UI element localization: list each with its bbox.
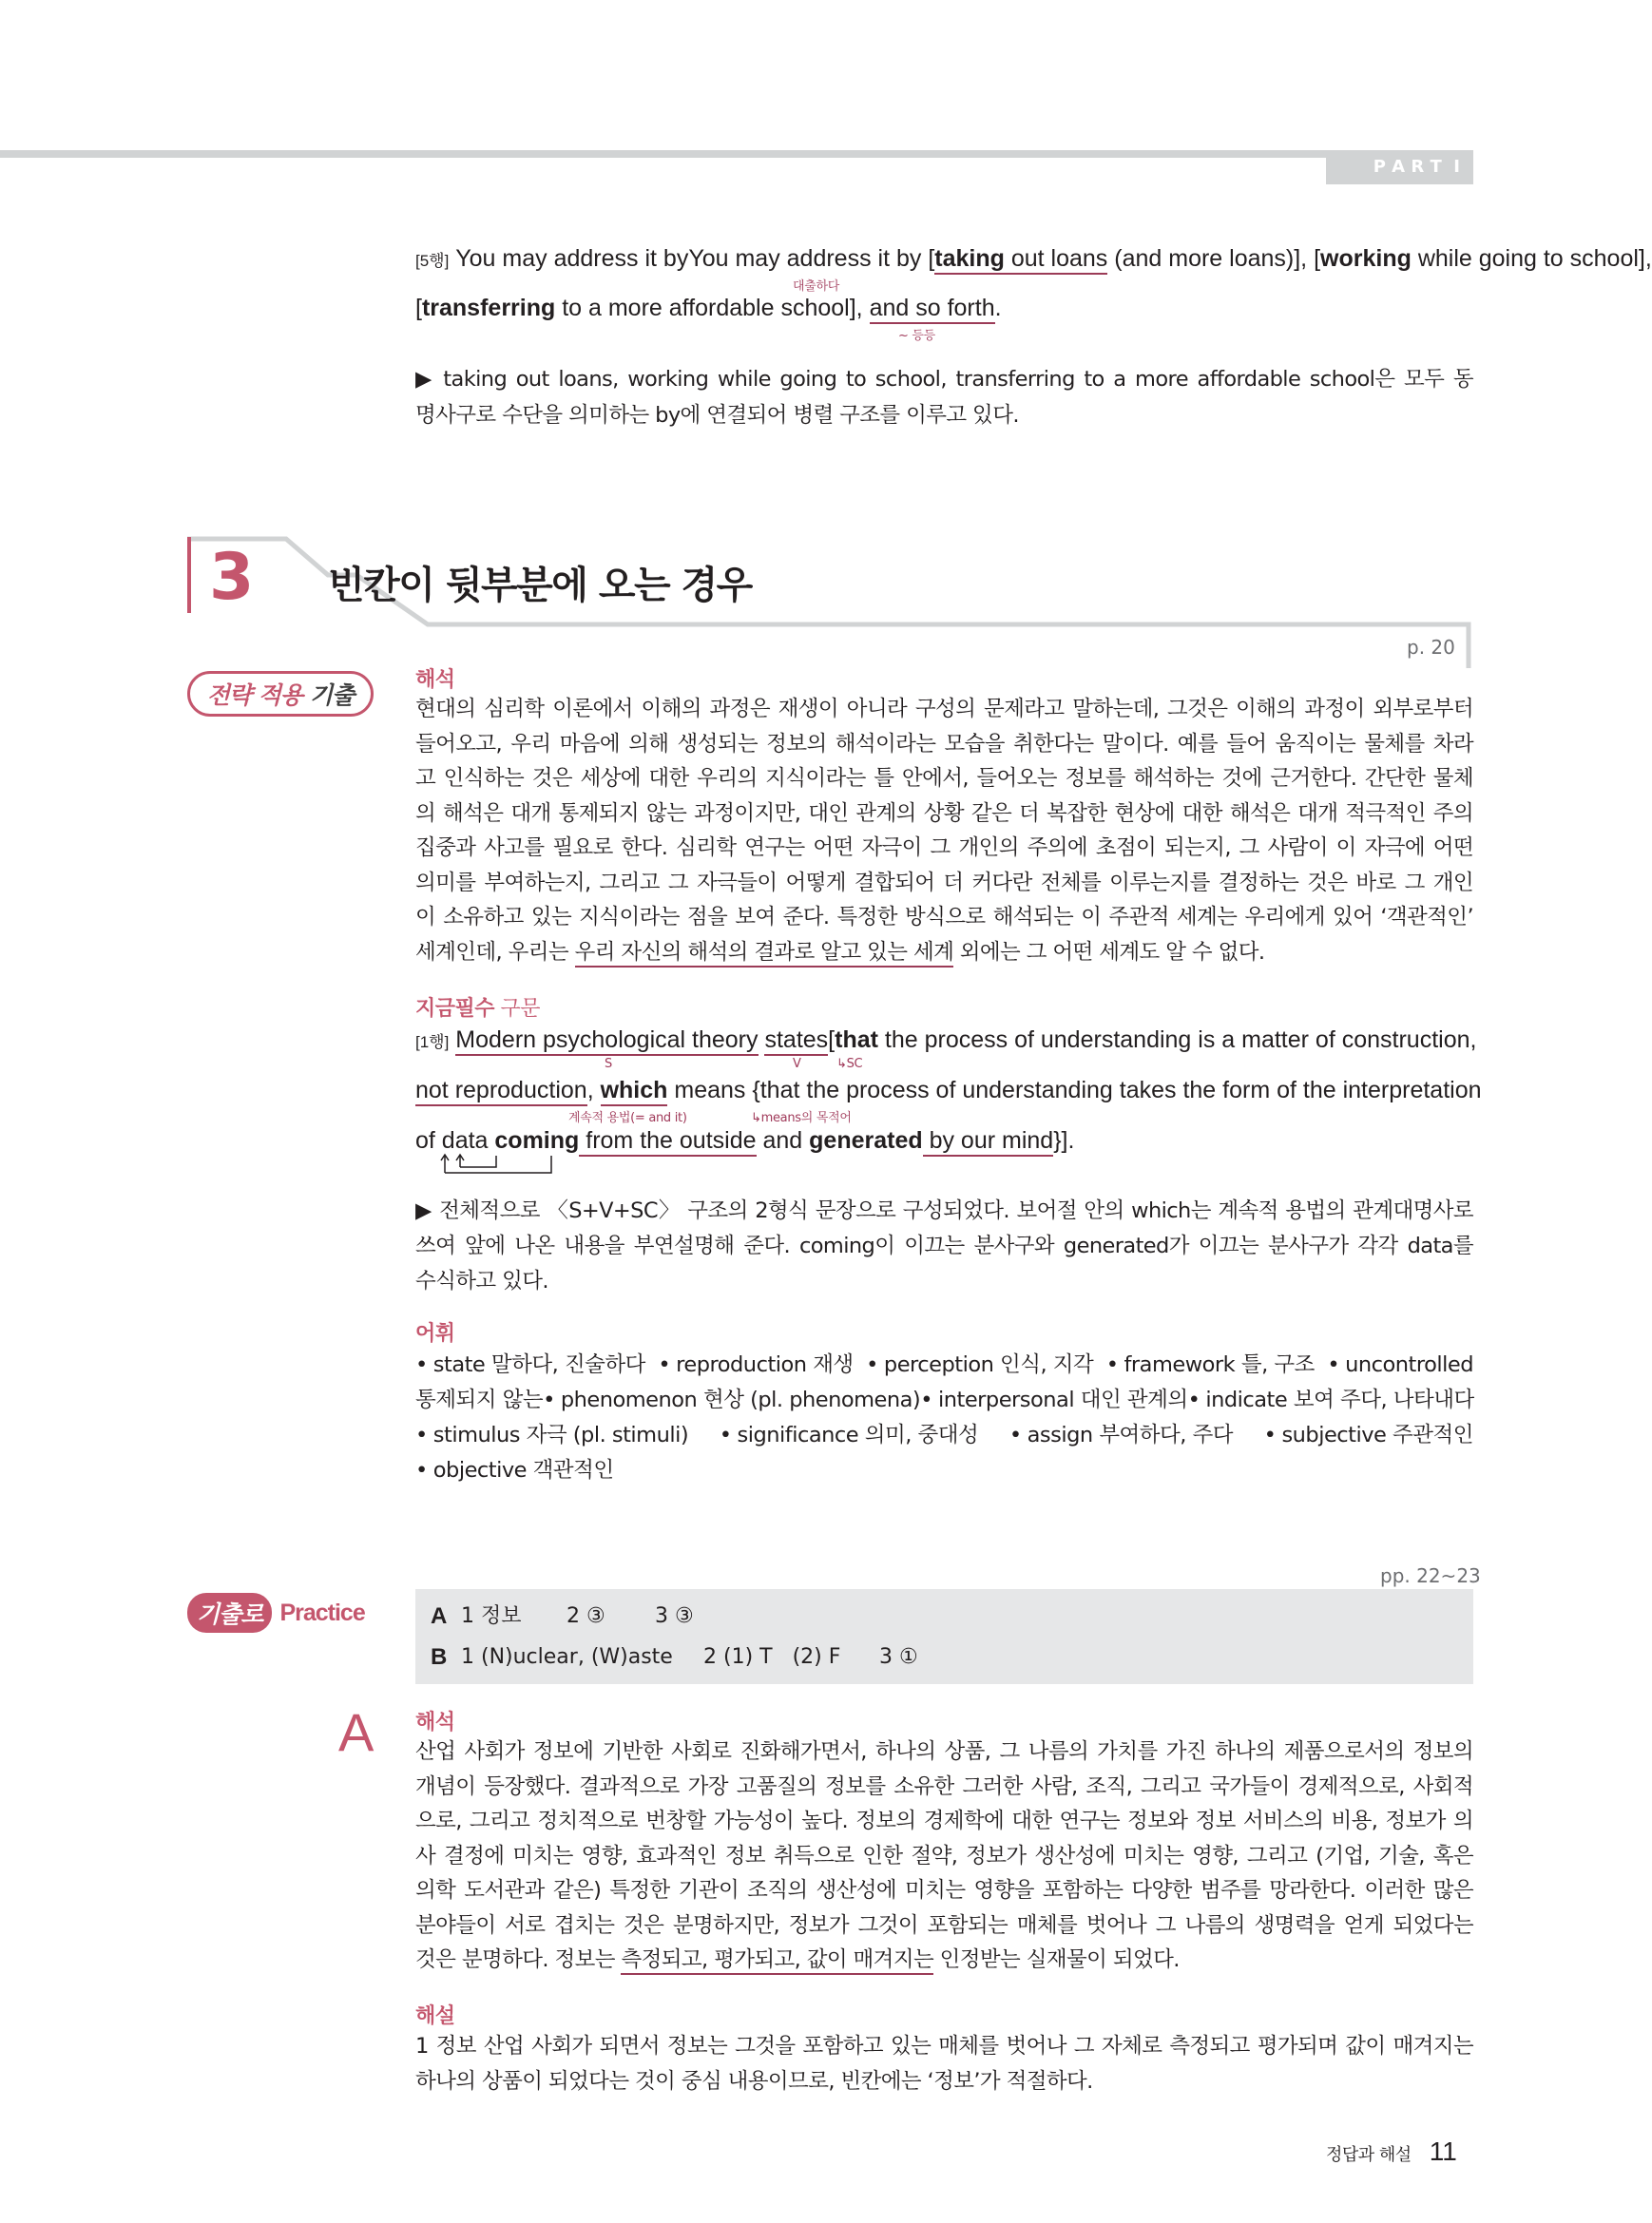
top-expl-1: ▶ taking out loans, working while going to school, transferring to a more affordable school은 모두 동 <box>415 367 1473 392</box>
strategy-translation-line: 이 소유하고 있는 지식이라는 점을 보여 준다. 특정한 방식으로 해석되는 이 주관적 세계는 우리에게 있어 ‘객관적인’ <box>415 905 1473 929</box>
practice-translation-last: 것은 분명하다. 정보는 측정되고, 평가되고, 값이 매겨지는 인정받는 실재물이 되었다. <box>415 1943 1473 1978</box>
practice-translation-line: 의학 도서관과 같은) 특정한 기관이 조직의 생산성에 미치는 영향을 포함하는 다양한 범주를 망라한다. 이러한 많은 <box>415 1878 1473 1903</box>
practice-page-ref: pp. 22~23 <box>1380 1564 1481 1587</box>
answer-row-b <box>431 1641 918 1675</box>
practice-translation-line: 으로, 그리고 정치적으로 번창할 가능성이 높다. 정보의 경제학에 대한 연구는 정보와 정보 서비스의 비용, 정보가 의 <box>415 1809 1473 1833</box>
practice-translation-line: 분야들이 서로 겹치는 것은 분명하지만, 정보가 그것이 포함되는 매체를 벗어나 그 나름의 생명력을 얻게 되었다는 <box>415 1912 1473 1938</box>
strategy-translation-label: 해석 <box>415 668 455 692</box>
part-tab <box>1326 152 1473 184</box>
vocab-item: • stimulus 자극 (pl. stimuli) <box>415 1418 688 1453</box>
strategy-translation-line: 의 해석은 대개 통제되지 않는 과정이지만, 대인 관계의 상황 같은 더 복잡한 현상에 대한 해석은 대개 적극적인 주의 <box>415 800 1473 826</box>
syntax-note-v: V <box>793 1057 801 1071</box>
top-line-1: [5행] You may address it by You may address it by [taking out loans (and more loans)], [working while going to school], <box>415 242 1473 278</box>
line-ref: [5행] <box>415 252 450 270</box>
syntax-line-1: [1행] Modern psychological theory states [that the process of understanding is a matter of construction, <box>415 1024 1473 1059</box>
syntax-note-sc: ↳SC <box>836 1057 863 1071</box>
comment-line-1: 1 정보 산업 사회가 되면서 정보는 그것을 포함하고 있는 매체를 벗어나 그 자체로 측정되고 평가되며 값이 매겨지는 <box>415 2034 1473 2059</box>
strategy-translation-line: 현대의 심리학 이론에서 이해의 과정은 재생이 아니라 구성의 문제라고 말하는데, 그것은 이해의 과정이 외부로부터 <box>415 697 1473 721</box>
syntax-note-which: 계속적 용법(= and it) <box>568 1111 687 1125</box>
practice-translation-line: 개념이 등장했다. 결과적으로 가장 고품질의 정보를 소유한 그러한 사람, 조직, 그리고 국가들이 경제적으로, 사회적 <box>415 1773 1473 1799</box>
strategy-badge-b: 기출 <box>310 681 355 709</box>
vocab-item: • interpersonal 대인 관계의 <box>920 1383 1187 1418</box>
syntax-label: 지금필수 구문 <box>415 997 541 1021</box>
practice-translation-line: 사 결정에 미치는 영향, 효과적인 정보 취득으로 인한 절약, 정보가 생산성에 미치는 영향, 그리고 (기업, 기술, 혹은 <box>415 1843 1473 1868</box>
top-line-1-rest: You may address it by [taking out loans (and more loans)], [working while going to school], <box>688 242 1651 278</box>
vocab-item: 통제되지 않는 <box>415 1388 544 1412</box>
section-page-ref: p. 20 <box>1407 636 1455 659</box>
strategy-badge <box>187 671 374 717</box>
vocab-item: • significance 의미, 중대성 <box>720 1418 979 1453</box>
vocab-line-1 <box>415 1348 1473 1383</box>
syntax-arrows <box>437 1152 570 1177</box>
practice-badge <box>187 1593 365 1633</box>
answer-a-3: 3 ③ <box>655 1604 694 1628</box>
vocab-line-4 <box>415 1453 614 1488</box>
page-number: 11 <box>1429 2137 1457 2166</box>
answer-a-2: 2 ③ <box>567 1604 605 1628</box>
loan-note: 대출하다 <box>793 279 840 294</box>
top-line-2: [transferring to a more affordable school], and so forth. <box>415 292 1002 324</box>
strategy-translation <box>415 692 1473 969</box>
vocab-item: • uncontrolled <box>1327 1348 1473 1383</box>
vocab-item: • reproduction 재생 <box>658 1348 853 1383</box>
practice-translation-label: 해석 <box>415 1711 455 1734</box>
syntax-line-2: not reproduction, which means { that the process of understanding takes the form of the interpretation <box>415 1074 1473 1106</box>
vocab-item: • assign 부여하다, 주다 <box>1009 1418 1233 1453</box>
comment-line-2: 하나의 상품이 되었다는 것이 중심 내용이므로, 빈칸에는 ‘정보’가 적절하다. <box>415 2069 1093 2094</box>
vocab-item: • objective 객관적인 <box>415 1458 614 1483</box>
passage-letter: A <box>338 1702 375 1762</box>
answer-row-a <box>431 1600 694 1634</box>
strategy-translation-line: 들어오고, 우리 마음에 의해 생성되는 정보의 해석이라는 모습을 취한다는 말이다. 예를 들어 움직이는 물체를 차라 <box>415 731 1473 757</box>
syntax-ref: [1행] <box>415 1033 450 1051</box>
syntax-expl-2: 쓰여 앞에 나온 내용을 부연설명해 준다. coming이 이끄는 분사구와 generated가 이끄는 분사구가 각각 data를 <box>415 1234 1473 1258</box>
strategy-translation-line: 고 인식하는 것은 세상에 대한 우리의 지식이라는 틀 안에서, 들어오는 정보를 해석하는 것에 근거한다. 간단한 물체 <box>415 766 1473 791</box>
strategy-badge-a: 전략 적용 <box>206 681 302 709</box>
footer-label: 정답과 해설 <box>1326 2145 1412 2165</box>
part-label: P A R T I <box>1373 157 1460 177</box>
header-rule <box>0 150 1473 158</box>
vocab-item: • state 말하다, 진술하다 <box>415 1348 645 1383</box>
vocab-item: • perception 인식, 지각 <box>866 1348 1093 1383</box>
vocab-item: • framework 틀, 구조 <box>1106 1348 1315 1383</box>
answer-b-1: 1 (N)uclear, (W)aste <box>461 1645 673 1669</box>
answer-a-1: 1 정보 <box>461 1604 522 1628</box>
footer <box>1326 2137 1457 2167</box>
practice-translation-line: 산업 사회가 정보에 기반한 사회로 진화해가면서, 하나의 상품, 그 나름의 가치를 가진 하나의 제품으로서의 정보의 <box>415 1739 1473 1764</box>
comment-label: 해설 <box>415 2004 455 2028</box>
vocab-line-2 <box>415 1383 1473 1418</box>
practice-translation <box>415 1734 1473 1978</box>
section-number: 3 <box>209 540 255 615</box>
vocab-line-3 <box>415 1418 1473 1453</box>
syntax-note-that: ↳means의 목적어 <box>751 1111 852 1125</box>
syntax-note-s: S <box>605 1057 612 1071</box>
answer-letter-b: B <box>431 1644 448 1670</box>
top-expl-2: 명사구로 수단을 의미하는 by에 연결되어 병렬 구조를 이루고 있다. <box>415 403 1019 428</box>
vocab-label: 어휘 <box>415 1322 455 1346</box>
syntax-expl-1: ▶ 전체적으로 〈S+V+SC〉 구조의 2형식 문장으로 구성되었다. 보어절 안의 which는 계속적 용법의 관계대명사로 <box>415 1198 1473 1223</box>
answer-b-3: 3 ① <box>879 1645 918 1669</box>
vocab-item: • phenomenon 현상 (pl. phenomena) <box>543 1383 920 1418</box>
section-title: 빈칸이 뒷부분에 오는 경우 <box>328 564 752 607</box>
so-forth-note: ~ 등등 <box>898 329 935 343</box>
strategy-translation-last: 세계인데, 우리는 우리 자신의 해석의 결과로 알고 있는 세계 외에는 그 어떤 세계도 알 수 없다. <box>415 935 1473 970</box>
vocab-item: • subjective 주관적인 <box>1264 1418 1473 1453</box>
syntax-line-3: of data coming from the outside and generated by our mind}]. <box>415 1124 1074 1157</box>
vocab-item: • indicate 보여 주다, 나타내다 <box>1188 1383 1474 1418</box>
answer-letter-a: A <box>431 1603 448 1629</box>
answer-b-2: 2 (1) T (2) F <box>703 1645 841 1669</box>
strategy-translation-line: 집중과 사고를 필요로 한다. 심리학 연구는 어떤 자극이 그 개인의 주의에 초점이 되는지, 그 사람이 이 자극에 어떤 <box>415 835 1473 860</box>
practice-badge-a: 기출로 <box>187 1593 272 1633</box>
strategy-translation-line: 의미를 부여하는지, 그리고 그 자극들이 어떻게 결합되어 더 커다란 전체를 이루는지를 결정하는 것은 바로 그 개인 <box>415 870 1473 895</box>
practice-badge-b: Practice <box>279 1599 365 1626</box>
syntax-expl-3: 수식하고 있다. <box>415 1269 548 1294</box>
